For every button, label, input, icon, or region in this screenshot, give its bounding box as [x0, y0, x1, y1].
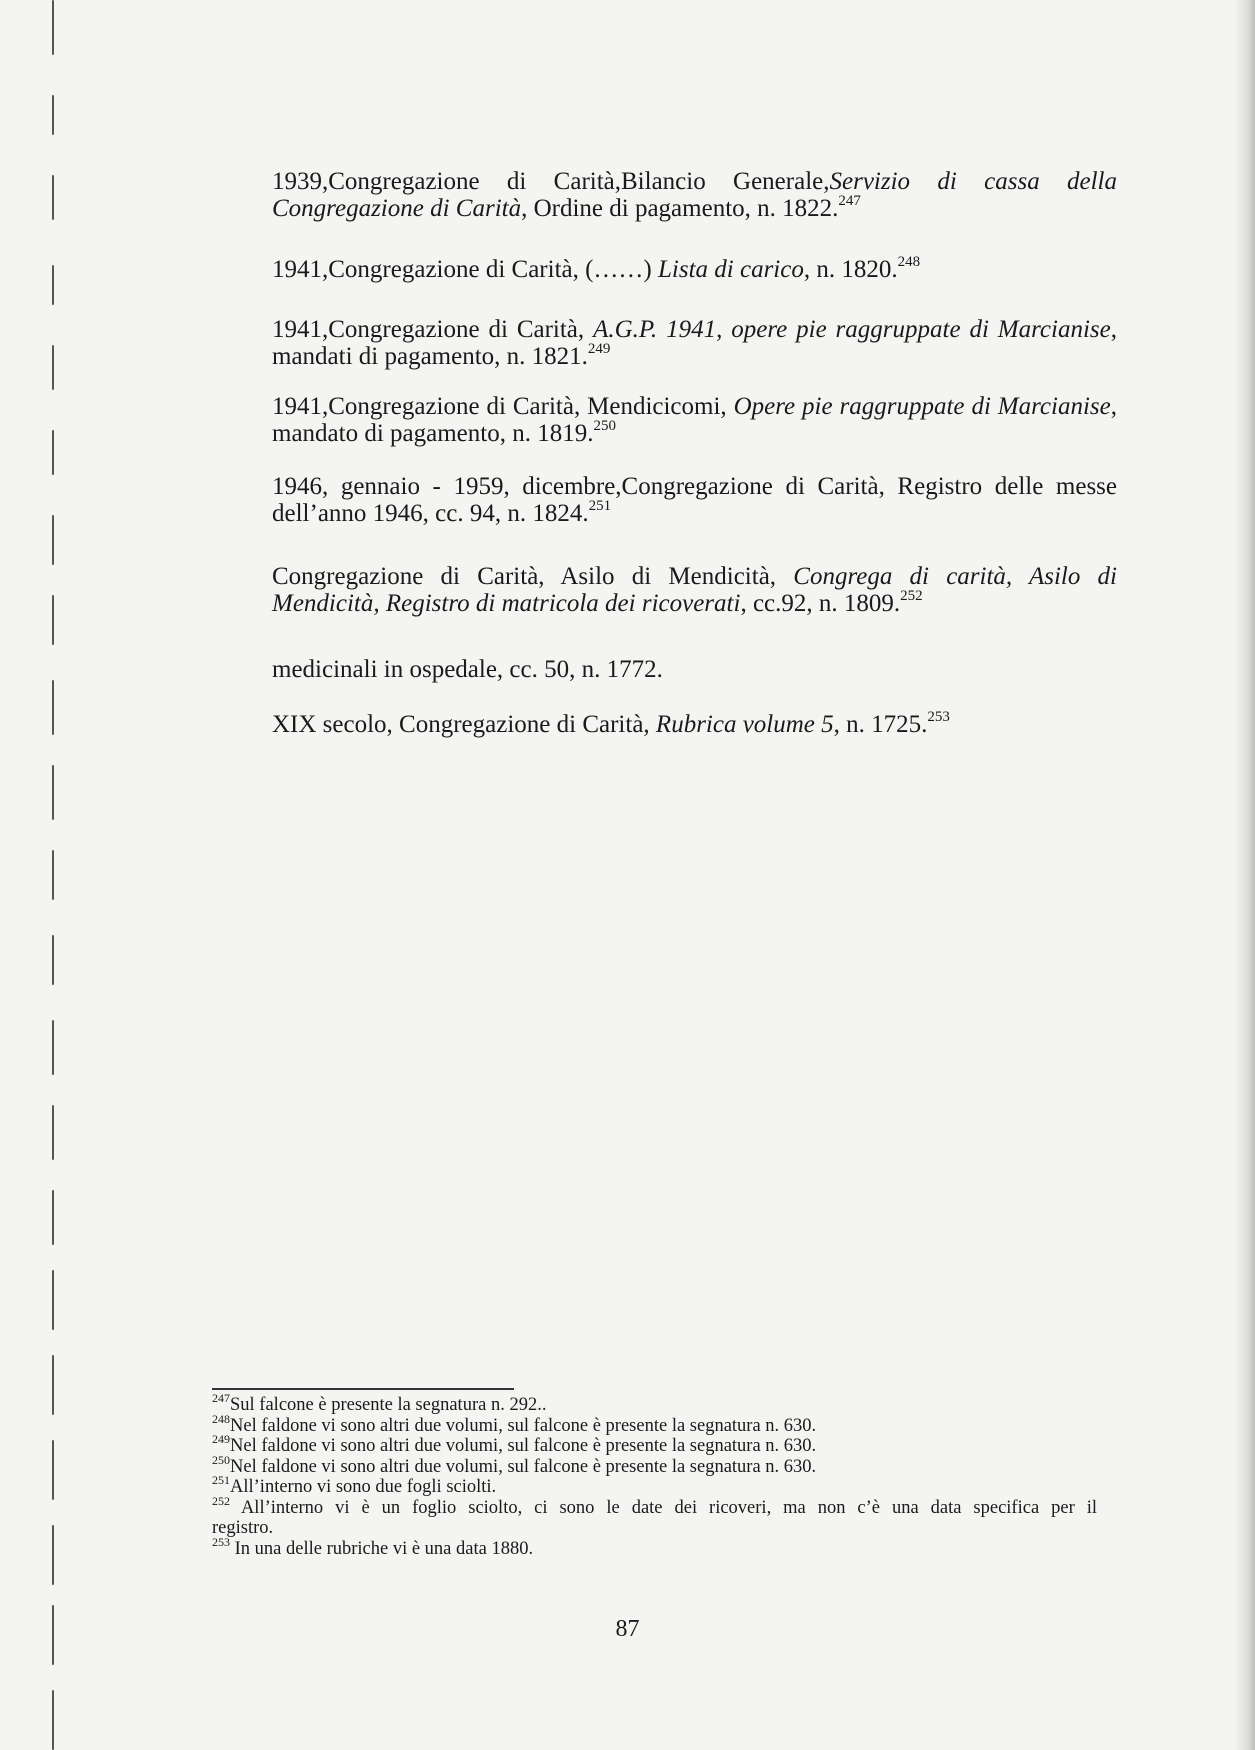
binding-mark — [52, 765, 54, 820]
binding-mark — [52, 1355, 54, 1415]
binding-mark — [52, 345, 54, 390]
entry-line: 1939,Congregazione di Carità,Bilancio Generale,Servizio di cassa della — [272, 168, 1117, 195]
binding-mark — [52, 1525, 54, 1585]
entry-1939 — [272, 168, 1117, 222]
binding-mark — [52, 95, 54, 135]
binding-mark — [52, 1105, 54, 1160]
binding-mark — [52, 850, 54, 900]
entry-1941-agp — [272, 316, 1117, 370]
footnote-ref: 248 — [897, 254, 921, 270]
entry-line: 1946, gennaio - 1959, dicembre,Congregazione di Carità, Registro delle messe — [272, 473, 1117, 500]
entry-line: 1941,Congregazione di Carità, Mendicicomi, Opere pie raggruppate di Marcianise, — [272, 393, 1117, 420]
binding-mark — [52, 680, 54, 735]
entry-asilo — [272, 563, 1117, 617]
entry-line: medicinali in ospedale, cc. 50, n. 1772. — [272, 656, 663, 683]
page-edge-shadow — [1235, 0, 1255, 1750]
footnote: $^{253}$ In una delle rubriche vi è una data 1880. — [212, 1534, 534, 1559]
footnote-ref: 250 — [593, 418, 616, 434]
entry-line: mandato di pagamento, n. 1819.$^{250}$ — [272, 418, 616, 447]
entry-line: XIX secolo, Congregazione di Carità, Rubrica volume 5, n. 1725.$^{253}$ — [272, 709, 950, 738]
page-number: 87 — [615, 1616, 640, 1642]
entry-line: mandati di pagamento, n. 1821.$^{249}$ — [272, 341, 611, 370]
entry-xix-secolo — [272, 711, 1117, 738]
binding-mark — [52, 515, 54, 565]
entry-line: 1941,Congregazione di Carità, (……) Lista di carico, n. 1820.$^{248}$ — [272, 254, 921, 283]
entry-line: Mendicità, Registro di matricola dei ricoverati, cc.92, n. 1809.$^{252}$ — [272, 588, 923, 617]
footnote-separator — [212, 1388, 514, 1390]
binding-mark — [52, 1690, 54, 1750]
binding-mark — [52, 1190, 54, 1245]
footnote-ref: 247 — [838, 193, 861, 209]
footnote: $^{251}$All’interno vi sono due fogli sciolti. — [212, 1473, 497, 1497]
binding-mark — [52, 430, 54, 475]
footnote-ref: 252 — [900, 588, 923, 604]
binding-mark — [52, 0, 54, 55]
footnote: $^{247}$Sul falcone è presente la segnatura n. 292.. — [212, 1391, 547, 1415]
binding-mark — [52, 1270, 54, 1330]
entry-1941-mendicicomi — [272, 393, 1117, 447]
footnote-ref: 253 — [927, 709, 950, 725]
binding-mark — [52, 1020, 54, 1075]
binding-mark — [52, 935, 54, 985]
entry-1946 — [272, 473, 1117, 527]
entry-medicinali — [272, 656, 1117, 683]
binding-mark — [52, 1440, 54, 1500]
entry-1941-lista — [272, 256, 1117, 283]
footnotes — [212, 1391, 1097, 1559]
footnote: $^{249}$Nel faldone vi sono altri due volumi, sul falcone è presente la segnatura n. 630. — [212, 1432, 817, 1456]
binding-mark — [52, 175, 54, 220]
binding-mark — [52, 595, 54, 645]
entry-line: Congregazione di Carità, Asilo di Mendicità, Congrega di carità, Asilo di — [272, 563, 1117, 590]
footnote-ref: 249 — [587, 341, 611, 357]
footnote-ref: 251 — [588, 498, 612, 514]
footnote: $^{252}$ All’interno vi è un foglio sciolto, ci sono le date dei ricoveri, ma non c’è una data specifica per il registro. — [212, 1493, 1097, 1538]
entry-line: Congregazione di Carità, Ordine di pagamento, n. 1822.$^{247}$ — [272, 193, 861, 222]
footnote: $^{248}$Nel faldone vi sono altri due volumi, sul falcone è presente la segnatura n. 630. — [212, 1411, 817, 1436]
footnote: $^{250}$Nel faldone vi sono altri due volumi, sul falcone è presente la segnatura n. 630. — [212, 1452, 817, 1477]
binding-mark — [52, 265, 54, 305]
entry-line: dell’anno 1946, cc. 94, n. 1824.$^{251}$ — [272, 498, 612, 527]
entry-line: 1941,Congregazione di Carità, A.G.P. 1941, opere pie raggruppate di Marcianise, — [272, 316, 1117, 343]
